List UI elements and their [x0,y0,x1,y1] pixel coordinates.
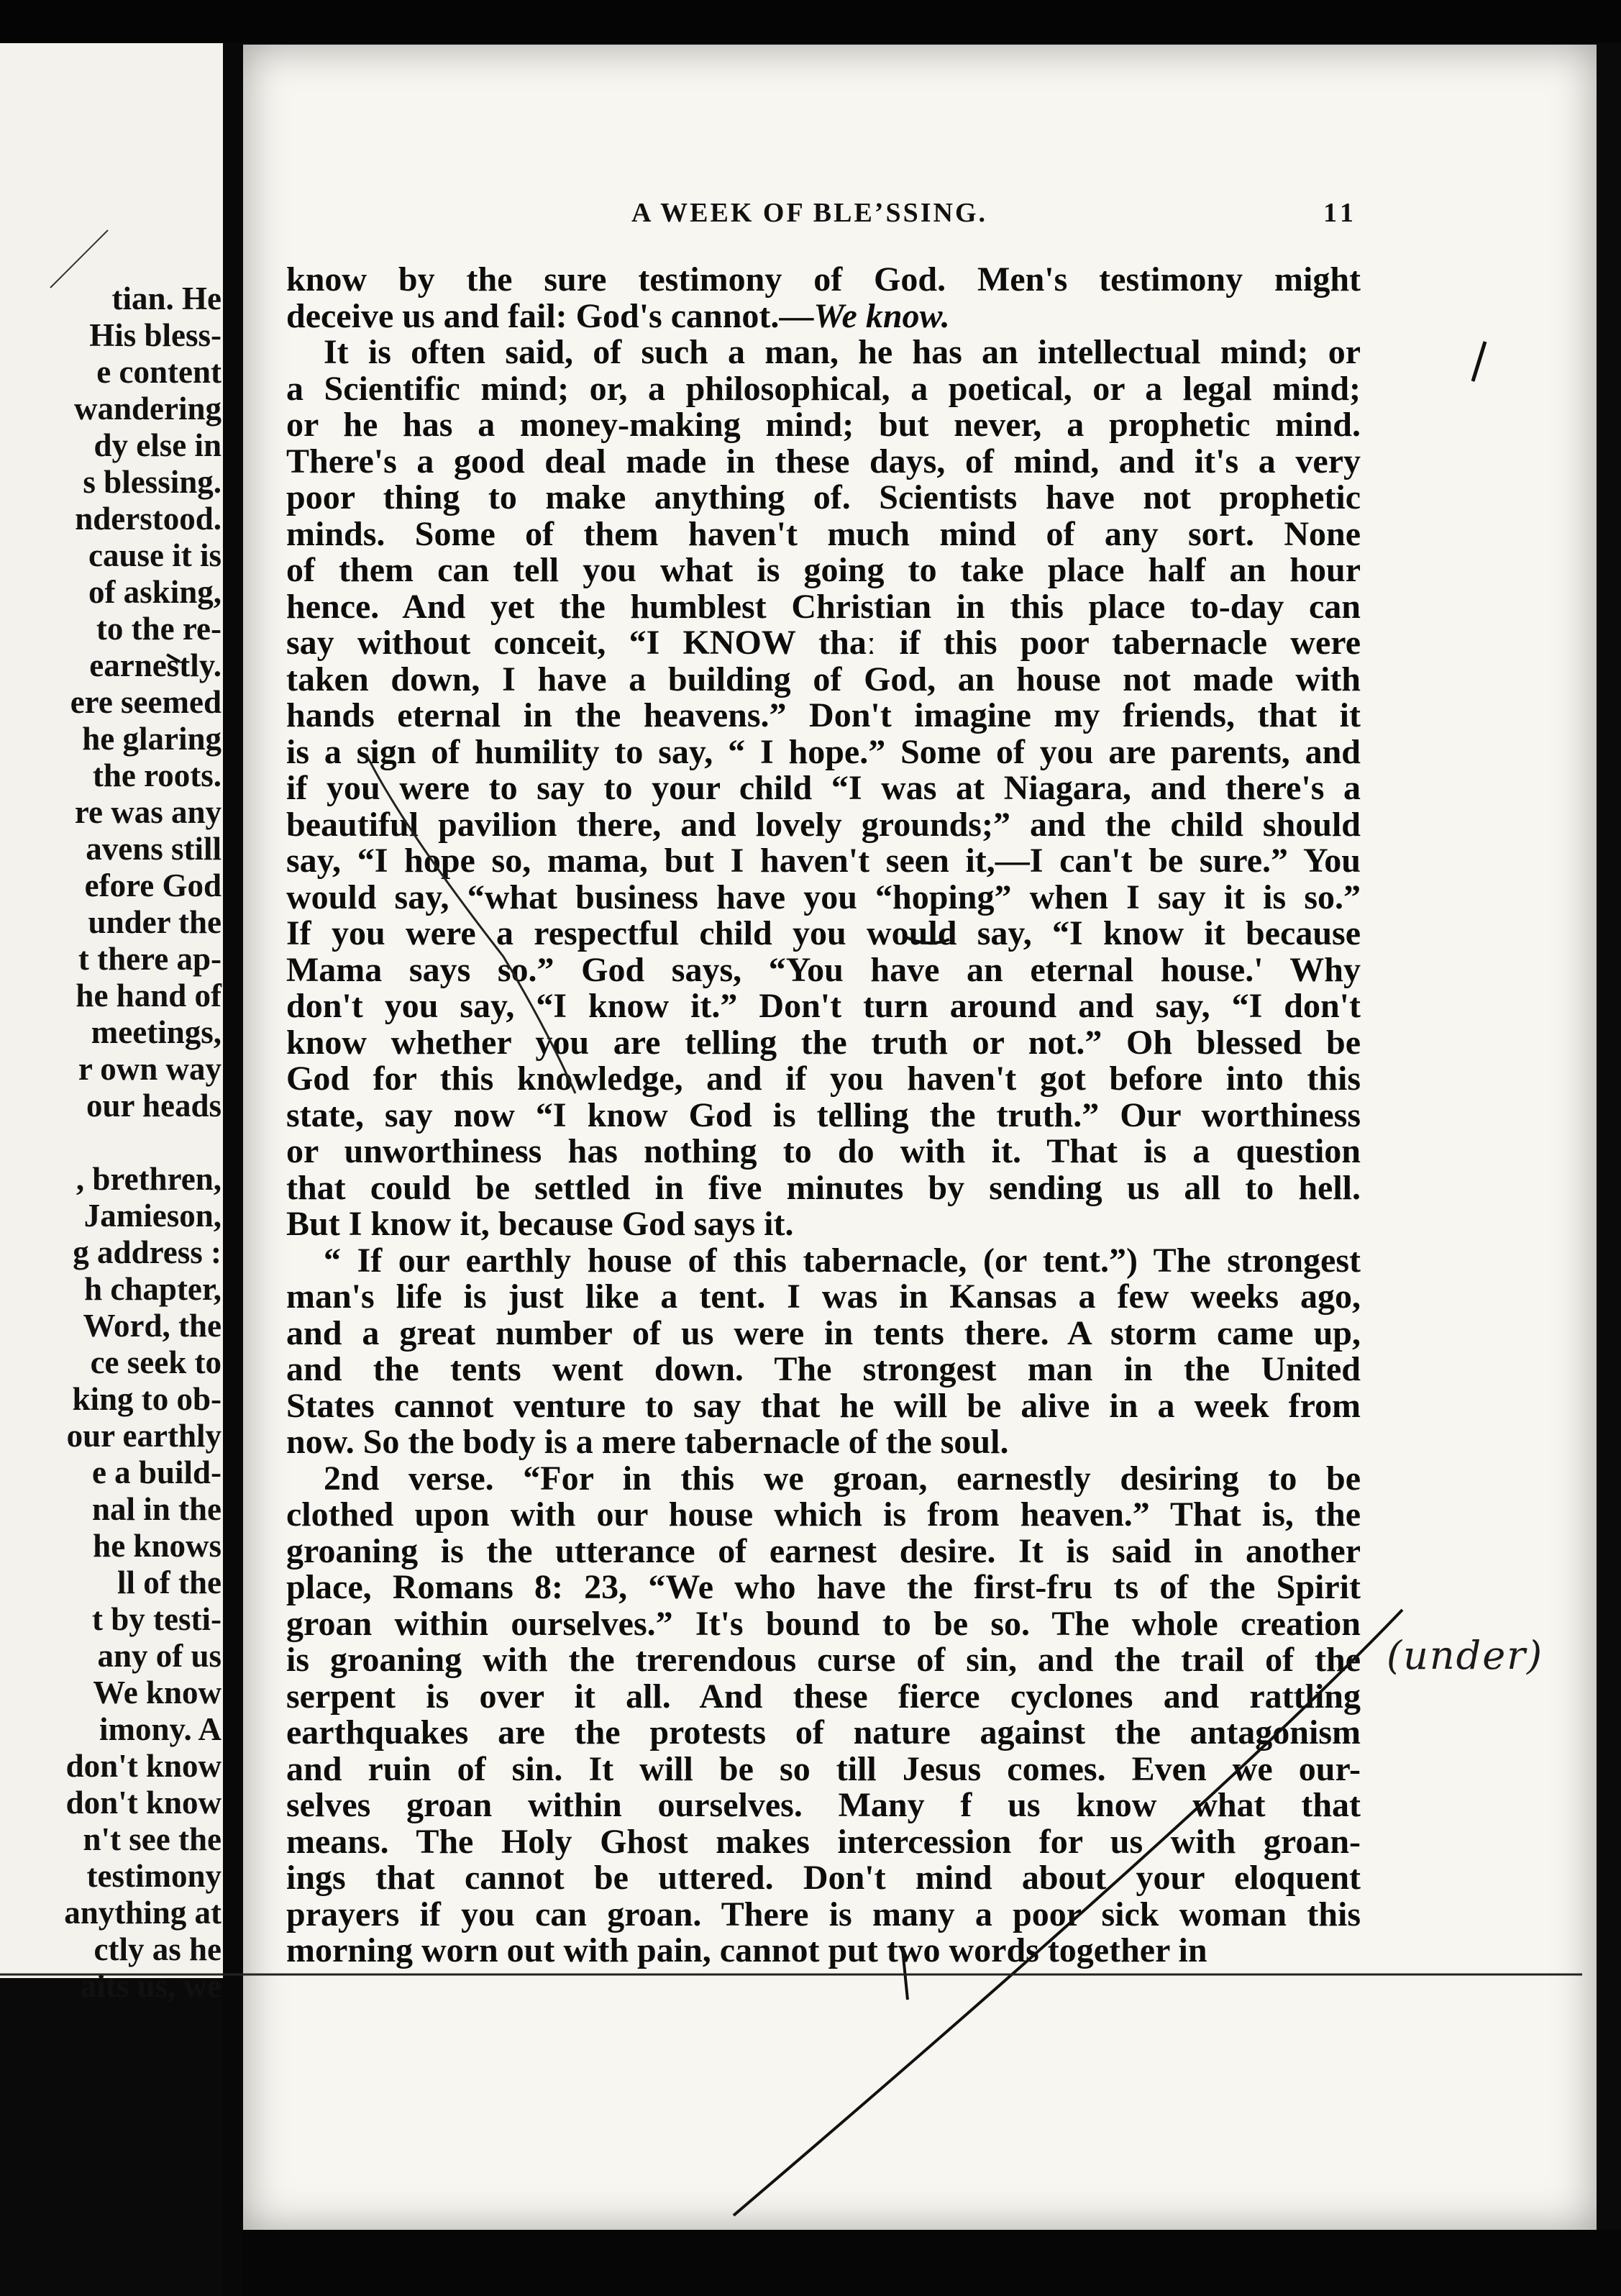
scan-top-border [0,0,1621,43]
text-line-content: and ruin of sin. It will be so till Jesus comes. Even we our- [286,1749,1361,1788]
text-line-content: hands eternal in the heavens.” Don't imagine my friends, that it [286,696,1361,734]
left-fragment-line: re was any [74,794,222,830]
text-line [286,1170,1361,1207]
left-fragment-line: tian. He [111,281,222,316]
text-line-content: groan within ourselves.” It's bound to be so. The whole creation [286,1604,1361,1643]
left-fragment-line: wandering [73,391,222,427]
left-page-text [6,281,222,2005]
text-line [286,734,1361,771]
text-line [286,880,1361,916]
scan-bottom-border [243,2230,1621,2296]
text-line-content: of them can tell you what is going to take place half an hour [286,551,1361,589]
left-fragment-line: Word, the [83,1308,222,1344]
text-line [286,296,1361,335]
left-fragment-line: ll of the [117,1564,222,1600]
left-fragment-line: earnestly. [89,647,222,683]
left-fragment-line: our heads [86,1088,222,1124]
text-line-content: is a sign of humility to say, “ I hope.” Some of you are parents, and [286,732,1361,771]
text-line-content: place, Romans 8: 23, “We who have the first-fru ts of the Spirit [286,1568,1361,1606]
text-line [286,1424,1361,1461]
text-line [286,1751,1361,1788]
left-fragment-line: e a build- [91,1454,222,1490]
text-line-content: poor thing to make anything of. Scientists have not prophetic [286,478,1361,516]
text-line [286,1243,1361,1280]
text-line [286,1061,1361,1098]
left-fragment-line: he glaring [82,721,222,757]
left-fragment-line: n't see the [83,1821,222,1857]
text-line-content: or unworthiness has nothing to do with it. That is a question [286,1132,1361,1170]
left-fragment-line: don't know [65,1748,222,1784]
left-fragment-line: of asking, [88,574,222,610]
text-line-content: clothed upon with our house which is from heaven.” That is, the [286,1495,1361,1534]
left-fragment-line: avens still [86,831,222,867]
left-fragment-line: ctly as he [93,1931,222,1967]
text-line [286,1134,1361,1170]
text-line [286,407,1361,444]
text-line-content: prayers if you can groan. There is many a poor sick woman this [286,1895,1361,1933]
left-fragment-line: testimony [86,1858,222,1894]
left-fragment-line: don't know [65,1785,222,1821]
left-fragment-line: anything at [64,1895,222,1931]
text-line-content: serpent is over it all. And these fierce cyclones and rattling [286,1677,1361,1716]
text-line-content: now. So the body is a mere tabernacle of the soul. [286,1423,1009,1461]
left-fragment-line: any of us [97,1638,222,1674]
text-line [286,1715,1361,1751]
left-fragment-line [6,1124,222,1161]
text-line-content: morning worn out with pain, cannot put two words together in [286,1931,1207,1969]
text-line-content: means. The Holy Ghost makes intercession for us with groan- [286,1822,1361,1861]
left-fragment-line: imony. A [99,1711,222,1747]
text-line [286,952,1361,989]
text-line-content: is groaning with the treгendous curse of sin, and the trail of the [286,1641,1361,1679]
text-line [286,334,1361,371]
text-line [286,988,1361,1025]
left-fragment-line: ce seek to [90,1344,222,1380]
text-line [286,1279,1361,1316]
text-line-content: deceive us and fail: God's cannot.— [286,296,814,335]
text-line [286,1606,1361,1643]
text-line-content: beautiful pavilion there, and lovely grounds;” and the child should [286,805,1361,844]
left-fragment-line: to the re- [96,611,222,647]
text-line [286,698,1361,734]
left-fragment-line: r own way [78,1051,222,1087]
text-line-content: don't you say, “I know it.” Don't turn around and say, “I don't [286,987,1361,1025]
text-line-content: man's life is just like a tent. I was in Kansas a few weeks ago, [286,1277,1361,1316]
text-line [286,1570,1361,1606]
left-fragment-line: Jamieson, [83,1198,222,1234]
text-line [286,516,1361,553]
text-line-content: ings that cannot be uttered. Don't mind about your eloquent [286,1859,1361,1897]
left-fragment-line: aits us, we [80,1968,222,2004]
left-fragment-line: h chapter, [84,1271,222,1307]
text-line [286,1679,1361,1716]
left-fragment-line: he knows [93,1528,222,1564]
left-fragment-line: s blessing. [83,464,222,500]
text-line [286,1824,1361,1861]
left-fragment-line: efore God [84,867,222,903]
text-line-content: say without conceit, “I KNOW thaː if this poor tabernacle were [286,624,1361,662]
page-header [243,193,1358,236]
text-line [286,1497,1361,1534]
text-line [286,1206,1361,1243]
text-line [286,262,1361,299]
text-line [286,589,1361,626]
left-fragment-line: our earthly [66,1418,222,1454]
text-line [286,444,1361,480]
text-line [286,916,1361,952]
left-fragment-line: His bless- [89,317,222,353]
text-line-content: But I know it, because God says it. [286,1205,794,1243]
left-fragment-line: g address : [73,1234,222,1270]
left-fragment-line: We know [93,1675,222,1710]
text-line [286,1787,1361,1824]
handwritten-margin-note: (under) [1387,1633,1544,1678]
left-fragment-line: , brethren, [76,1161,222,1197]
left-fragment-line: meetings, [91,1014,222,1050]
text-line [286,807,1361,844]
text-line-content: if you were to say to your child “I was at Niagara, and there's a [286,769,1361,807]
left-fragment-line: ere seemed [70,684,222,720]
text-line-content: would say, “what business have you “hoping” when I say it is so.” [286,878,1361,916]
left-fragment-line: nal in the [91,1491,222,1527]
text-line-content: minds. Some of them haven't much mind of any sort. None [286,514,1361,553]
text-line [286,1095,1361,1134]
text-line-content: Mama says so.” God says, “You have an eternal house.' Why [286,950,1361,989]
text-line [286,662,1361,698]
text-line [286,1388,1361,1425]
left-fragment-line: the roots. [92,757,222,793]
left-fragment-line: dy else in [93,427,222,463]
text-line-content: say, “I hope so, mama, but I haven't seen it,—I can't be sure.” You [286,842,1361,880]
text-line-content: hence. And yet the humblest Christian in this place to-day can [286,587,1361,626]
text-line-content: a Scientific mind; or, a philosophical, a poetical, or a legal mind; [286,369,1361,408]
text-line [286,625,1361,662]
left-fragment-line: king to ob- [72,1381,222,1417]
text-line [286,552,1361,589]
text-line-content: that could be settled in five minutes by sending us all to hell. [286,1168,1361,1207]
text-line-content: selves groan within ourselves. Many f us know what that [286,1786,1361,1824]
emphasis-we-know: We know. [813,296,950,335]
text-line-content: “ If our earthly house of this tabernacle, (or tent.”) The strongest [324,1241,1361,1280]
running-head: A WEEK OF BLEʼSSING. [631,198,988,228]
text-line-content: taken down, I have a building of God, an house not made with [286,660,1361,698]
text-line [286,1531,1361,1570]
text-line-content: God for this knowledge, and if you haven't got before into this [286,1060,1361,1098]
left-fragment-line: nderstood. [75,501,222,537]
text-line [286,1025,1361,1062]
text-line [286,1897,1361,1933]
text-line [286,1933,1361,1969]
page-number: 11 [1323,198,1358,228]
text-line-content: or he has a money-making mind; but never, a prophetic mind. [286,406,1361,444]
text-line [286,770,1361,807]
text-line-content: States cannot venture to say that he will be alive in a week from [286,1386,1361,1425]
text-line [286,1461,1361,1498]
left-page-fragment [0,43,223,2004]
text-line-content: If you were a respectful child you would say, “I know it because [286,914,1361,952]
left-fragment-line: t there ap- [78,941,222,977]
left-fragment-line: he hand of [76,978,222,1013]
text-line-content: groaning is the utterance of earnest desire. It is said in another [286,1531,1361,1570]
left-fragment-line: cause it is [88,537,222,573]
text-line-content: earthquakes are the protests of nature against the antagonism [286,1713,1361,1751]
left-fragment-line: t by testi- [92,1601,222,1637]
text-line [286,1642,1361,1679]
text-line [286,1313,1361,1352]
text-line-content: know by the sure testimony of God. Men's testimony might [286,260,1361,299]
text-line-content: state, say now “I know God is telling the truth.” Our worthiness [286,1095,1361,1134]
left-fragment-line: under the [88,904,222,940]
text-line-content: and the tents went down. The strongest man in the United [286,1350,1361,1388]
text-line-content: There's a good deal made in these days, of mind, and it's a very [286,442,1361,480]
body-text [286,262,1361,1969]
text-line [286,480,1361,516]
text-line [286,1352,1361,1388]
text-line [286,371,1361,408]
text-line [286,1860,1361,1897]
text-line-content: know whether you are telling the truth or not.” Oh blessed be [286,1023,1361,1062]
left-fragment-line: e content [96,354,222,390]
text-line [286,843,1361,880]
text-line-content: and a great number of us were in tents there. A storm came up, [286,1313,1361,1352]
text-line-content: It is often said, of such a man, he has an intellectual mind; or [324,333,1361,371]
text-line-content: 2nd verse. “For in this we groan, earnestly desiring to be [324,1459,1361,1498]
